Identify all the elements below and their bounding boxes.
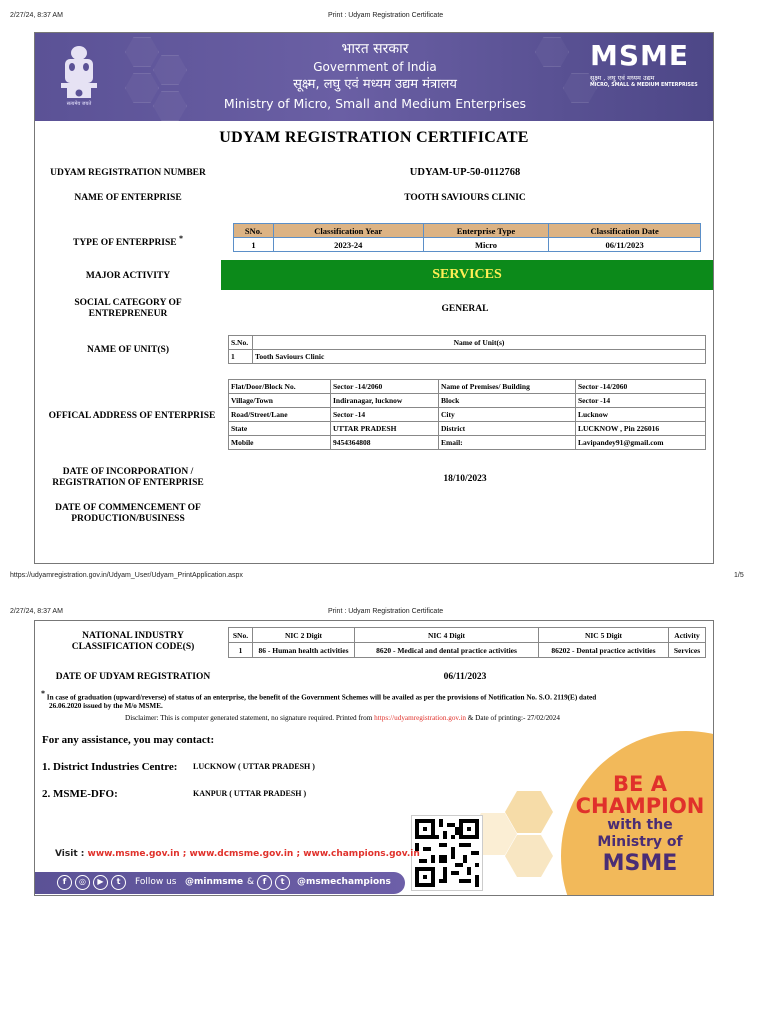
table-row: 1 Tooth Saviours Clinic — [229, 350, 706, 364]
reg-number-label: UDYAM REGISTRATION NUMBER — [50, 168, 206, 178]
hindi-govt-title: भारत सरकार — [341, 41, 409, 57]
follow-handle-2[interactable]: @msmechampions — [297, 877, 391, 887]
table-row: Mobile 9454364808 Email: Lavipandey91@gmail.com — [229, 436, 706, 450]
facebook-icon[interactable]: f — [257, 875, 272, 890]
incorporation-date-value: 18/10/2023 — [443, 474, 487, 484]
enterprise-type-label: TYPE OF ENTERPRISE * — [72, 234, 183, 249]
page-number: 1/5 — [734, 572, 744, 579]
unit-name-table: S.No. Name of Unit(s) 1 Tooth Saviours Clinic — [228, 335, 706, 364]
disclaimer: Disclaimer: This is computer generated statement, no signature required. Printed from https://udyamregistration.gov.in & Date of printing:- 27/02/2024 — [125, 714, 560, 722]
table-row: Flat/Door/Block No. Sector -14/2060 Name of Premises/ Building Sector -14/2060 — [229, 380, 706, 394]
government-banner — [35, 33, 713, 121]
enterprise-name-label: NAME OF ENTERPRISE — [74, 193, 182, 203]
follow-label: Follow us — [135, 877, 177, 887]
graduation-note: * In case of graduation (upward/reverse) of status of an enterprise, the benefit of the Government Schemes will be availed as per the provisions of Notification No. S.O. 2119(E) dated 26.06.2020 issued by the M/o MSME. — [41, 689, 597, 711]
qr-code — [411, 815, 483, 891]
social-category-label: SOCIAL CATEGORY OF ENTREPRENEUR — [74, 298, 182, 319]
address-table — [228, 379, 706, 450]
print-date: 2/27/24, 8:37 AM — [10, 608, 63, 615]
enterprise-name-value: TOOTH SAVIOURS CLINIC — [404, 193, 526, 203]
reg-number-value: UDYAM-UP-50-0112768 — [409, 167, 521, 178]
page-url: https://udyamregistration.gov.in/Udyam_User/Udyam_PrintApplication.aspx — [10, 572, 243, 579]
twitter-icon[interactable]: t — [275, 875, 290, 890]
twitter-icon[interactable]: t — [111, 875, 126, 890]
msme-dfo-label: 2. MSME-DFO: — [42, 788, 118, 800]
nic-label: NATIONAL INDUSTRY CLASSIFICATION CODE(S) — [71, 631, 195, 652]
visit-links: Visit : www.msme.gov.in ; www.dcmsme.gov.in ; www.champions.gov.in — [55, 849, 420, 859]
youtube-icon[interactable]: ▶ — [93, 875, 108, 890]
unit-name-label: NAME OF UNIT(S) — [87, 345, 169, 355]
print-date: 2/27/24, 8:37 AM — [10, 12, 63, 19]
follow-ampersand: & — [247, 877, 255, 887]
social-follow-bar — [35, 872, 405, 894]
table-row: 1 2023-24 Micro 06/11/2023 — [234, 238, 701, 252]
assistance-heading: For any assistance, you may contact: — [42, 734, 215, 746]
enterprise-type-table: SNo. Classification Year Enterprise Type Classification Date 1 2023-24 Micro 06/11/2023 — [233, 223, 701, 252]
msme-dfo-value: KANPUR ( UTTAR PRADESH ) — [193, 789, 307, 798]
table-row: State UTTAR PRADESH District LUCKNOW , Pin 226016 — [229, 422, 706, 436]
major-activity-value: SERVICES — [221, 260, 713, 290]
certificate-page-1 — [34, 32, 714, 564]
print-title: Print : Udyam Registration Certificate — [328, 12, 444, 19]
certificate-title: UDYAM REGISTRATION CERTIFICATE — [219, 129, 529, 146]
certificate-page-2 — [34, 620, 714, 896]
udyam-portal-link[interactable]: https://udyamregistration.gov.in — [374, 714, 466, 722]
emblem-caption: सत्यमेव जयते — [66, 101, 92, 107]
dic-label: 1. District Industries Centre: — [42, 761, 178, 773]
social-category-value: GENERAL — [441, 304, 489, 314]
govt-title: Government of India — [313, 60, 437, 74]
qr-code-icon — [415, 819, 479, 887]
table-row: 1 86 - Human health activities 8620 - Medical and dental practice activities 86202 - Dental practice activities Services — [229, 643, 706, 658]
hindi-ministry-title: सूक्ष्म, लघु एवं मध्यम उद्यम मंत्रालय — [293, 77, 457, 92]
instagram-icon[interactable]: ◎ — [75, 875, 90, 890]
incorporation-date-label: DATE OF INCORPORATION / REGISTRATION OF ENTERPRISE — [52, 467, 204, 488]
facebook-icon[interactable]: f — [57, 875, 72, 890]
champion-slogan: BE A CHAMPION with the Ministry of MSME — [575, 772, 705, 876]
udyam-date-label: DATE OF UDYAM REGISTRATION — [55, 672, 211, 682]
table-row: Village/Town Indiranagar, lucknow Block Sector -14 — [229, 394, 706, 408]
address-label: OFFICAL ADDRESS OF ENTERPRISE — [48, 411, 216, 421]
udyam-date-value: 06/11/2023 — [443, 672, 487, 682]
major-activity-label: MAJOR ACTIVITY — [85, 271, 171, 281]
national-emblem-icon — [57, 43, 101, 107]
follow-handle-1[interactable]: @minmsme — [185, 877, 244, 887]
print-title: Print : Udyam Registration Certificate — [328, 608, 444, 615]
nic-code-table: SNo. NIC 2 Digit NIC 4 Digit NIC 5 Digit Activity 1 86 - Human health activities 8620 - Medical and dental practice activities 86202 - Dental practice activities Services — [228, 627, 706, 658]
table-row: Road/Street/Lane Sector -14 City Lucknow — [229, 408, 706, 422]
commencement-date-label: DATE OF COMMENCEMENT OF PRODUCTION/BUSINESS — [55, 503, 201, 524]
msme-website-links[interactable]: www.msme.gov.in ; www.dcmsme.gov.in ; www.champions.gov.in — [87, 849, 420, 859]
msme-logo: MSME सूक्ष्म , लघु एवं मध्यम उद्यम MICRO, SMALL & MEDIUM ENTERPRISES — [590, 39, 698, 88]
dic-value: LUCKNOW ( UTTAR PRADESH ) — [193, 762, 315, 771]
ministry-title: Ministry of Micro, Small and Medium Enterprises — [223, 96, 527, 111]
